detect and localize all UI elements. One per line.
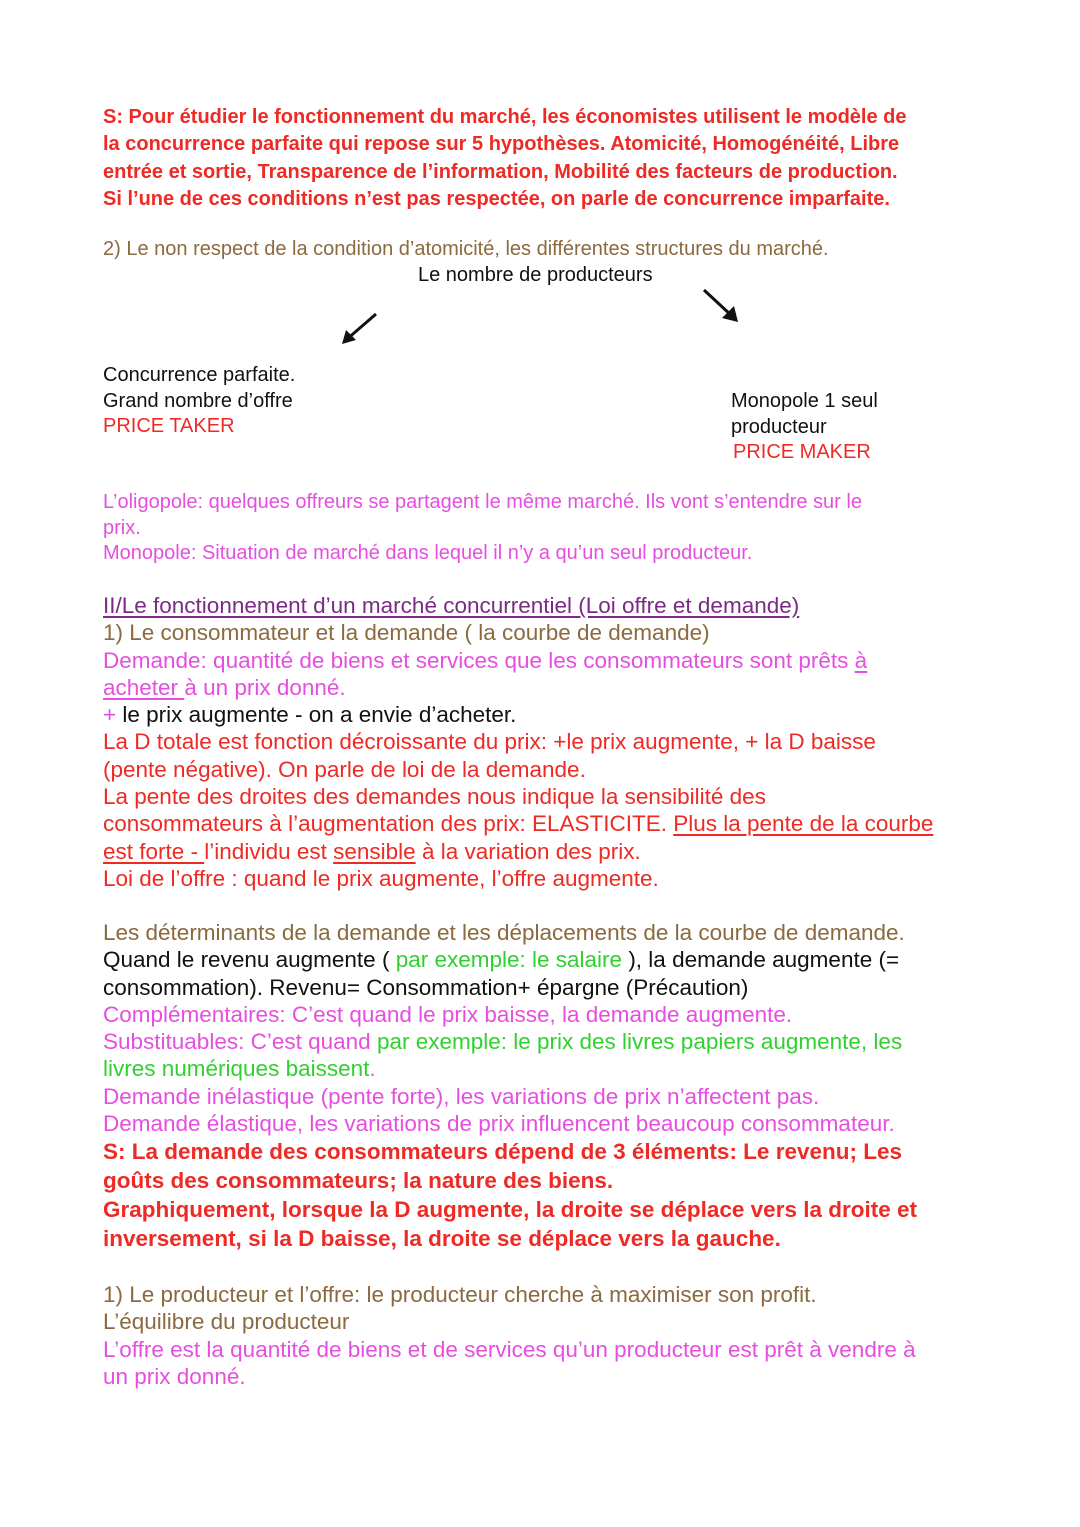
plus-sign: + bbox=[103, 702, 117, 728]
text-run: Demande: quantité de biens et services que les consommateurs sont prêts bbox=[103, 647, 855, 673]
elastic-line: Demande élastique, les variations de prix influencent beaucoup consommateur. bbox=[103, 1111, 895, 1137]
left-box-line: Concurrence parfaite. bbox=[103, 364, 296, 386]
text-run: à un prix donné. bbox=[184, 674, 346, 700]
determinants bbox=[103, 919, 983, 1137]
text-run: . bbox=[369, 1056, 376, 1082]
text-run: à la variation des prix. bbox=[415, 838, 641, 864]
perfect-competition-box bbox=[103, 363, 295, 440]
market-definitions bbox=[103, 490, 983, 567]
text-run: Substituables: C’est quand bbox=[103, 1029, 377, 1055]
example-text: par exemple: le salaire bbox=[395, 947, 623, 973]
substitutes-line bbox=[103, 1055, 983, 1082]
text-run: acheter bbox=[103, 674, 185, 700]
slope-line bbox=[103, 810, 983, 837]
inelastic-line: Demande inélastique (pente forte), les variations de prix n’affectent pas. bbox=[103, 1083, 820, 1109]
demand-law-line: La D totale est fonction décroissante du prix: +le prix augmente, + la D baisse bbox=[103, 729, 876, 755]
price-note bbox=[103, 701, 983, 728]
text-run: l’individu est bbox=[204, 838, 334, 864]
price-taker-label: PRICE TAKER bbox=[103, 415, 235, 437]
demand-definition-cont bbox=[103, 674, 983, 701]
text-run: à bbox=[854, 647, 868, 673]
text-run: le prix augmente - on a envie d’acheter. bbox=[116, 702, 517, 728]
summary-line: inversement, si la D baisse, la droite se déplace vers la gauche. bbox=[103, 1226, 781, 1251]
determinants-heading: Les déterminants de la demande et les déplacements de la courbe de demande. bbox=[103, 920, 905, 945]
subsection-heading: 1) Le producteur et l’offre: le producteur cherche à maximiser son profit. bbox=[103, 1282, 817, 1307]
subsection-heading: 1) Le consommateur et la demande ( la courbe de demande) bbox=[103, 620, 710, 646]
substitutes-line bbox=[103, 1028, 983, 1055]
text-run: est forte - bbox=[103, 838, 205, 864]
right-box-line: producteur bbox=[731, 415, 827, 438]
summary-line: entrée et sortie, Transparence de l’information, Mobilité des facteurs de production. bbox=[103, 160, 898, 183]
arrow-down-left-icon bbox=[330, 300, 390, 360]
right-box-line: Monopole 1 seul bbox=[731, 390, 878, 412]
summary-line: Graphiquement, lorsque la D augmente, la droite se déplace vers la droite et bbox=[103, 1197, 917, 1222]
price-maker-label: PRICE MAKER bbox=[733, 441, 871, 463]
section-heading: 2) Le non respect de la condition d’atomicité, les différentes structures du marché. bbox=[103, 238, 829, 260]
arrow-down-right-icon bbox=[696, 280, 756, 340]
summary-line: S: La demande des consommateurs dépend de 3 éléments: Le revenu; Les bbox=[103, 1139, 902, 1164]
summary-line: Si l’une de ces conditions n’est pas respectée, on parle de concurrence imparfaite. bbox=[103, 187, 890, 210]
definition-line: L’oligopole: quelques offreurs se partagent le même marché. Ils vont s’entendre sur le bbox=[103, 491, 862, 513]
part-title: II/Le fonctionnement d’un marché concurrentiel (Loi offre et demande) bbox=[103, 593, 800, 618]
slope-line bbox=[103, 838, 983, 865]
income-line: consommation). Revenu= Consommation+ épargne (Précaution) bbox=[103, 974, 749, 1000]
definition-line: Monopole: Situation de marché dans lequel il n’y a qu’un seul producteur. bbox=[103, 542, 753, 564]
offer-definition: un prix donné. bbox=[103, 1363, 246, 1389]
part-two bbox=[103, 592, 983, 892]
monopoly-box bbox=[731, 389, 878, 466]
income-line bbox=[103, 946, 983, 973]
example-text: par exemple: le prix des livres papiers augmente, les bbox=[376, 1029, 903, 1055]
text-run: consommateurs à l’augmentation des prix: ELASTICITE. bbox=[103, 811, 674, 837]
demand-law-line: (pente négative). On parle de loi de la demande. bbox=[103, 756, 586, 782]
definition-line: prix. bbox=[103, 516, 141, 539]
text-run: sensible bbox=[333, 838, 416, 864]
summary-line: S: Pour étudier le fonctionnement du marché, les économistes utilisent le modèle de bbox=[103, 106, 907, 128]
diagram-center-label: Le nombre de producteurs bbox=[418, 264, 653, 286]
summary-line: goûts des consommateurs; la nature des biens. bbox=[103, 1168, 614, 1193]
complementary-line: Complémentaires: C’est quand le prix baisse, la demande augmente. bbox=[103, 1001, 793, 1027]
slope-line: La pente des droites des demandes nous indique la sensibilité des bbox=[103, 784, 766, 810]
producer-equilibrium: L’équilibre du producteur bbox=[103, 1309, 350, 1335]
offer-definition: L’offre est la quantité de biens et de services qu’un producteur est prêt à vendre à bbox=[103, 1336, 916, 1362]
producer-section bbox=[103, 1281, 983, 1390]
supply-law: Loi de l’offre : quand le prix augmente, l’offre augmente. bbox=[103, 865, 659, 891]
text-run: Quand le revenu augmente ( bbox=[103, 947, 396, 973]
summary-line: la concurrence parfaite qui repose sur 5 hypothèses. Atomicité, Homogénéité, Libre bbox=[103, 133, 900, 156]
summary-demand bbox=[103, 1137, 983, 1253]
demand-definition bbox=[103, 647, 983, 674]
left-box-line: Grand nombre d’offre bbox=[103, 389, 293, 412]
summary-atomicity bbox=[103, 104, 983, 213]
text-run: Plus la pente de la courbe bbox=[673, 811, 934, 837]
text-run: ), la demande augmente (= bbox=[622, 947, 900, 973]
example-text: livres numériques baissent bbox=[103, 1056, 370, 1082]
